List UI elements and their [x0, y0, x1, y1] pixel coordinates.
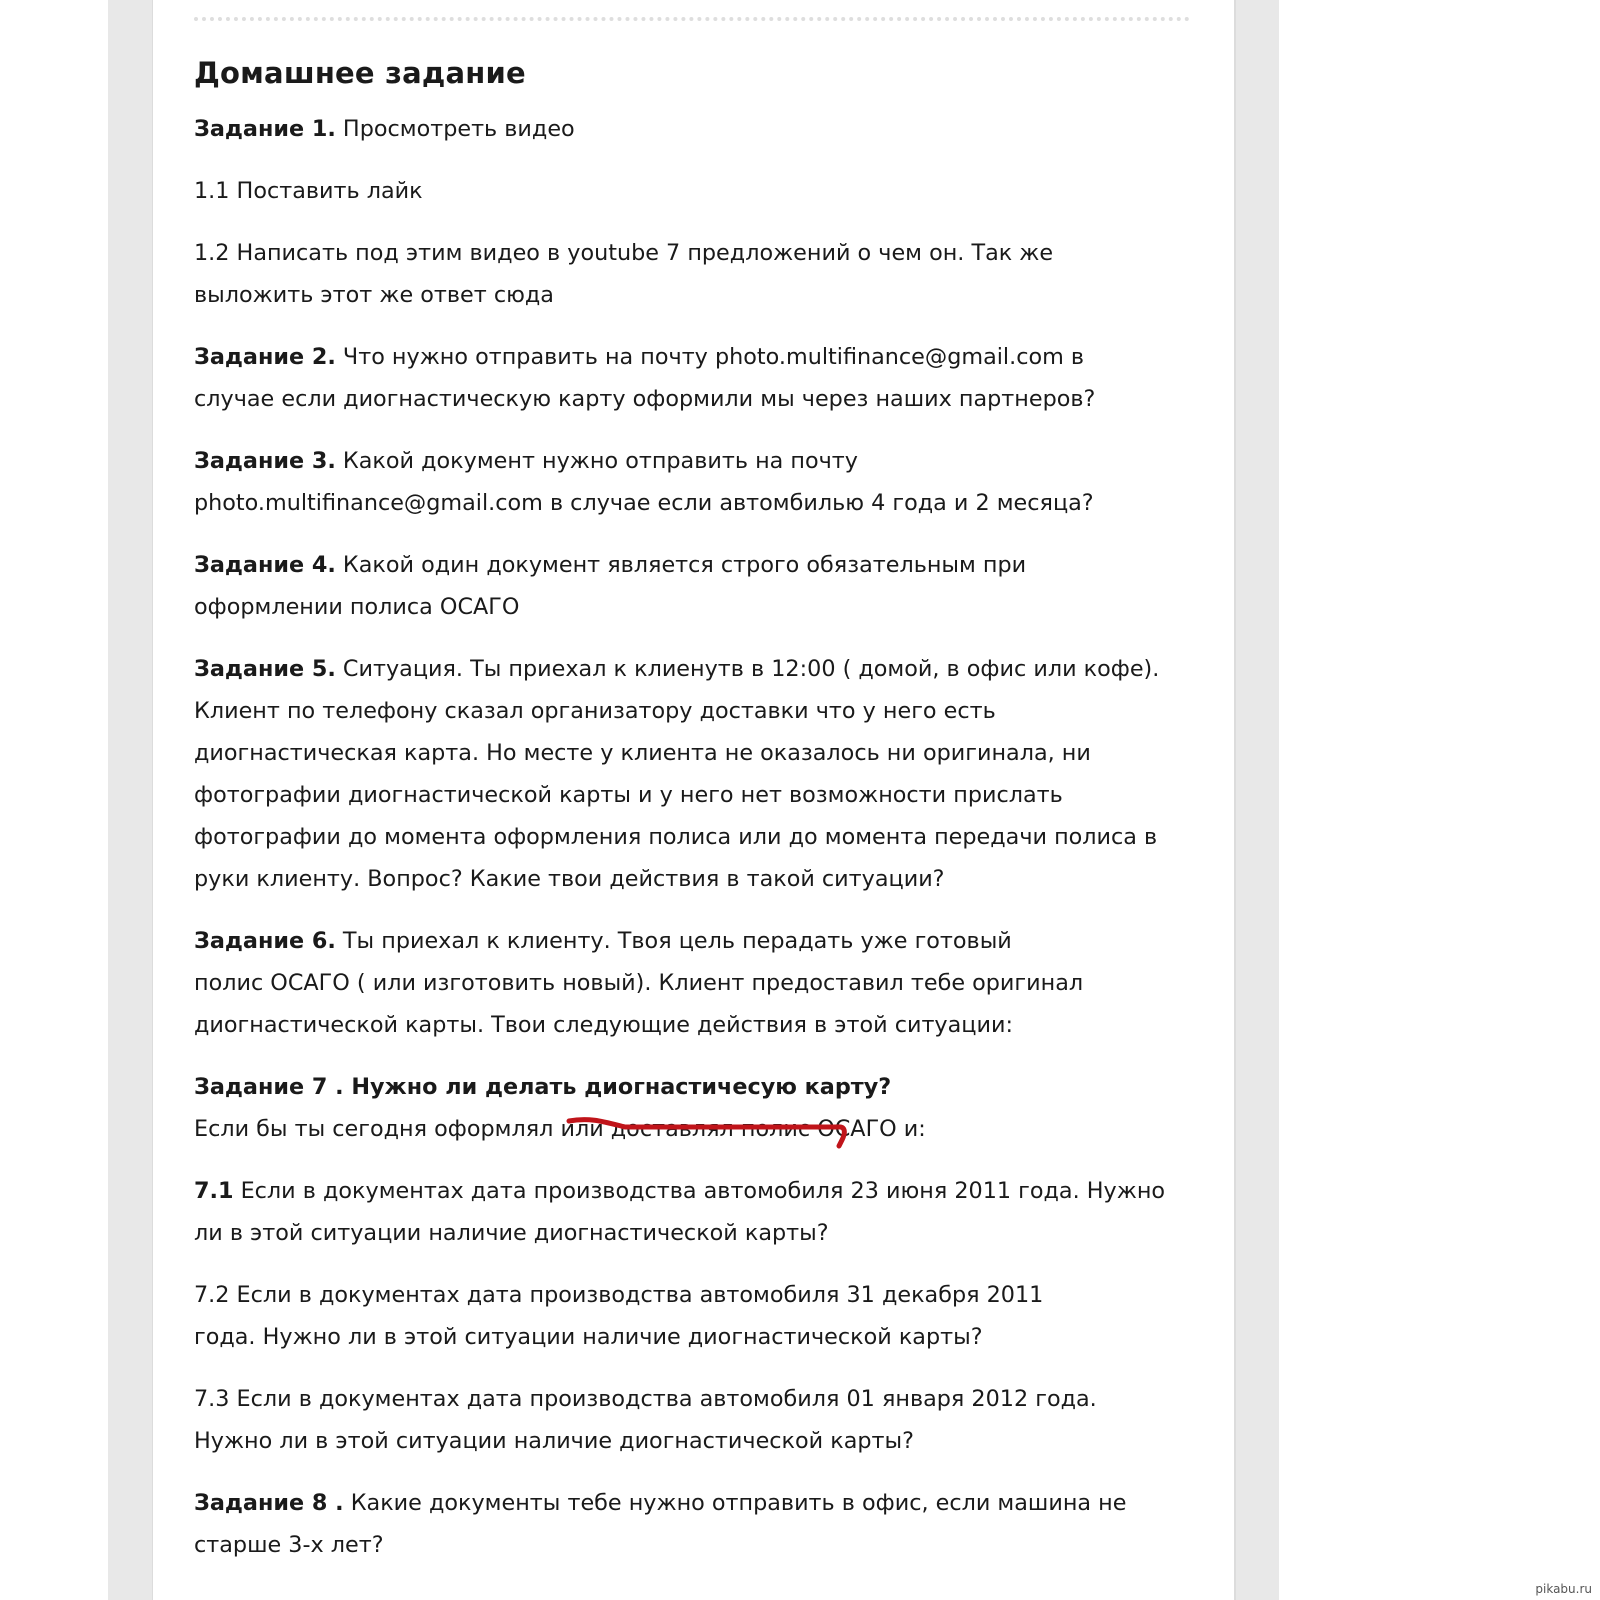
task-text: полис ОСАГО ( или изготовить новый). Клиент предоставил тебе оригинал — [194, 970, 1084, 996]
text-line — [194, 816, 1204, 858]
text-line — [194, 1004, 1204, 1046]
task-text: случае если диогнастическую карту оформили мы через наших партнеров? — [194, 386, 1096, 412]
text-line — [194, 1274, 1204, 1316]
task-label: Задание 7 . Нужно ли делать диогнастичесую карту? — [194, 1074, 892, 1100]
task-text: года. Нужно ли в этой ситуации наличие диогнастической карты? — [194, 1324, 983, 1350]
task-paragraph — [194, 1274, 1204, 1358]
task-text: Какие документы тебе нужно отправить в офис, если машина не — [343, 1490, 1127, 1516]
text-line — [194, 962, 1204, 1004]
task-paragraph — [194, 108, 1204, 150]
task-text: Ситуация. Ты приехал к клиенутв в 12:00 ( домой, в офис или кофе). — [335, 656, 1160, 682]
task-paragraph — [194, 1066, 1204, 1150]
text-line — [194, 378, 1204, 420]
page-title: Домашнее задание — [194, 56, 526, 90]
text-line — [194, 1066, 1204, 1108]
text-line — [194, 1378, 1204, 1420]
text-line — [194, 1316, 1204, 1358]
task-paragraph — [194, 1482, 1204, 1566]
task-paragraph — [194, 232, 1204, 316]
task-text: Какой один документ является строго обязательным при — [335, 552, 1027, 578]
task-label: Задание 6. — [194, 928, 336, 954]
task-paragraph — [194, 544, 1204, 628]
task-text: ли в этой ситуации наличие диогнастической карты? — [194, 1220, 829, 1246]
task-text: оформлении полиса ОСАГО — [194, 594, 520, 620]
task-text: Что нужно отправить на почту photo.multifinance@gmail.com в — [335, 344, 1085, 370]
task-text: 1.2 Написать под этим видео в youtube 7 предложений о чем он. Так же — [194, 240, 1054, 266]
text-line — [194, 232, 1204, 274]
text-line — [194, 732, 1204, 774]
text-line — [194, 440, 1204, 482]
task-paragraph — [194, 336, 1204, 420]
task-label: 7.1 — [194, 1178, 234, 1204]
text-line — [194, 774, 1204, 816]
text-line — [194, 108, 1204, 150]
task-paragraph — [194, 1378, 1204, 1462]
text-line — [194, 920, 1204, 962]
text-line — [194, 544, 1204, 586]
task-text: 1.1 Поставить лайк — [194, 178, 423, 204]
text-line — [194, 858, 1204, 900]
task-text: фотографии до момента оформления полиса или до момента передачи полиса в — [194, 824, 1158, 850]
text-line — [194, 1524, 1204, 1566]
text-line — [194, 690, 1204, 732]
watermark: pikabu.ru — [1535, 1582, 1592, 1596]
task-label: Задание 4. — [194, 552, 336, 578]
task-text: Клиент по телефону сказал организатору доставки что у него есть — [194, 698, 996, 724]
task-paragraph — [194, 440, 1204, 524]
right-gutter — [1234, 0, 1279, 1600]
task-text: выложить этот же ответ сюда — [194, 282, 554, 308]
task-text: Ты приехал к клиенту. Твоя цель перадать уже готовый — [335, 928, 1012, 954]
task-label: Задание 2. — [194, 344, 336, 370]
task-text: Нужно ли в этой ситуации наличие диогнастической карты? — [194, 1428, 914, 1454]
text-line — [194, 1212, 1204, 1254]
task-paragraph — [194, 170, 1204, 212]
text-line — [194, 482, 1204, 524]
task-label: Задание 5. — [194, 656, 336, 682]
task-label: Задание 3. — [194, 448, 336, 474]
task-text: 7.2 Если в документах дата производства автомобиля 31 декабря 2011 — [194, 1282, 1044, 1308]
task-text: Какой документ нужно отправить на почту — [335, 448, 858, 474]
task-text: руки клиенту. Вопрос? Какие твои действия в такой ситуации? — [194, 866, 945, 892]
text-line — [194, 336, 1204, 378]
text-line — [194, 1420, 1204, 1462]
text-line — [194, 1108, 1204, 1150]
text-line — [194, 648, 1204, 690]
task-text: Если бы ты сегодня оформлял или доставлял полис ОСАГО и: — [194, 1116, 926, 1142]
text-line — [194, 1482, 1204, 1524]
text-line — [194, 170, 1204, 212]
task-text: photo.multifinance@gmail.com в случае если автомбилью 4 года и 2 месяца? — [194, 490, 1094, 516]
task-list — [194, 108, 1204, 1566]
text-line — [194, 274, 1204, 316]
task-paragraph — [194, 920, 1204, 1046]
task-label: Задание 8 . — [194, 1490, 344, 1516]
task-text: старше 3-х лет? — [194, 1532, 384, 1558]
task-text: фотографии диогнастической карты и у него нет возможности прислать — [194, 782, 1063, 808]
task-paragraph — [194, 1170, 1204, 1254]
task-label: Задание 1. — [194, 116, 336, 142]
task-text: Просмотреть видео — [335, 116, 575, 142]
task-text: диогнастическая карта. Но месте у клиента не оказалось ни оригинала, ни — [194, 740, 1091, 766]
task-paragraph — [194, 648, 1204, 900]
task-text: 7.3 Если в документах дата производства автомобиля 01 января 2012 года. — [194, 1386, 1097, 1412]
document-content — [194, 50, 1204, 1586]
task-text: диогнастической карты. Твои следующие действия в этой ситуации: — [194, 1012, 1013, 1038]
text-line — [194, 586, 1204, 628]
text-line — [194, 1170, 1204, 1212]
dotted-divider — [194, 17, 1190, 21]
left-gutter — [108, 0, 153, 1600]
task-text: Если в документах дата производства автомобиля 23 июня 2011 года. Нужно — [233, 1178, 1166, 1204]
